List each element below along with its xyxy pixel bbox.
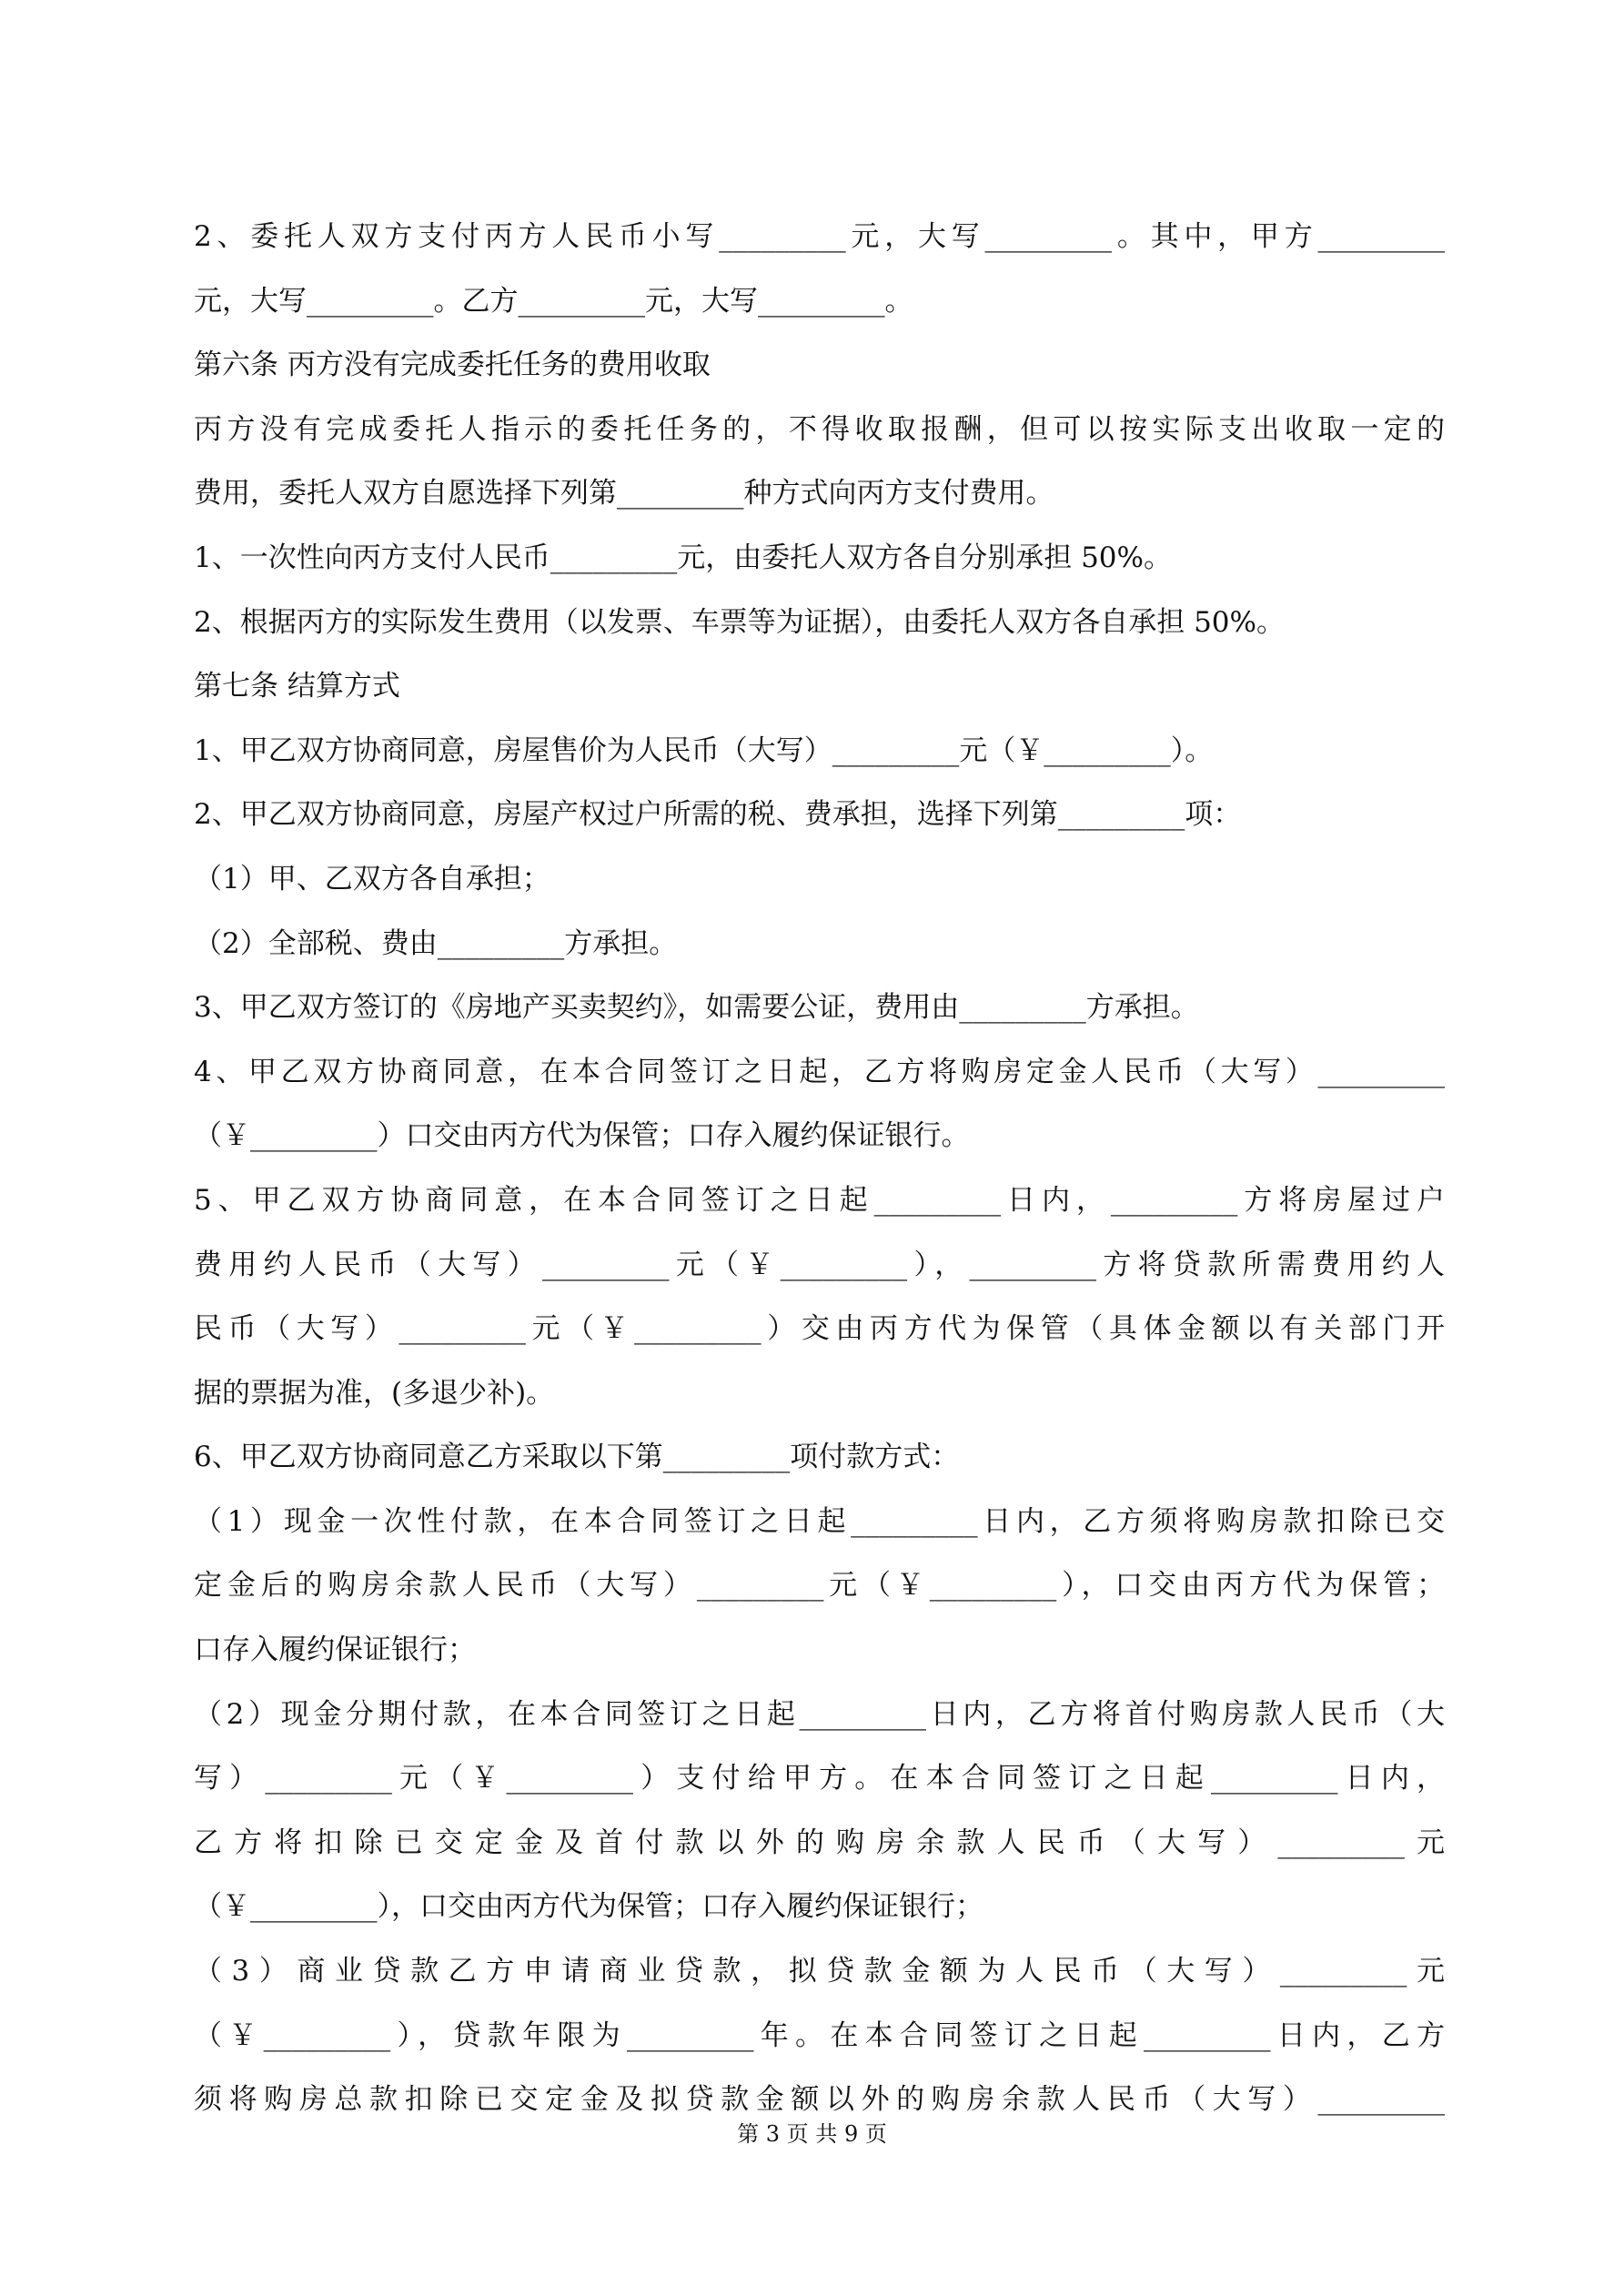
text-line: 乙方将扣除已交定金及首付款以外的购房余款人民币（大写）_________元 bbox=[194, 1826, 1445, 1859]
text-line: 2、甲乙双方协商同意，房屋产权过户所需的税、费承担，选择下列第_________项： bbox=[194, 798, 1242, 832]
text-line: 2、委托人双方支付丙方人民币小写_________元，大写_________。其中，甲方_________ bbox=[194, 220, 1445, 253]
text-line: 1、一次性向丙方支付人民币_________元，由委托人双方各自分别承担 50%。 bbox=[194, 541, 1172, 574]
text-line: 须将购房总款扣除已交定金及拟贷款金额以外的购房余款人民币（大写）_________ bbox=[194, 2083, 1445, 2117]
text-line: 定金后的购房余款人民币（大写）_________元（￥_________），口交由丙方代为保管； bbox=[194, 1569, 1445, 1603]
text-line: 费用，委托人双方自愿选择下列第_________种方式向丙方支付费用。 bbox=[194, 477, 1054, 511]
text-line: 3、甲乙双方签订的《房地产买卖契约》，如需要公证，费用由_________方承担。 bbox=[194, 991, 1199, 1025]
section-heading: 第七条 结算方式 bbox=[194, 670, 400, 703]
text-line: 写）_________元（￥_________）支付给甲方。在本合同签订之日起_________日内， bbox=[194, 1762, 1445, 1795]
text-line: （1）现金一次性付款，在本合同签订之日起_________日内，乙方须将购房款扣除已交 bbox=[194, 1504, 1445, 1538]
text-line: （￥_________），口交由丙方代为保管；口存入履约保证银行； bbox=[194, 1890, 983, 1924]
section-heading: 第六条 丙方没有完成委托任务的费用收取 bbox=[194, 349, 711, 382]
text-line: 费用约人民币（大写）_________元（￥_________），_________方将贷款所需费用约人 bbox=[194, 1248, 1445, 1281]
text-line: 2、根据丙方的实际发生费用（以发票、车票等为证据），由委托人双方各自承担 50%。 bbox=[194, 605, 1285, 639]
text-line: （1）甲、乙双方各自承担； bbox=[194, 862, 550, 895]
text-line: 元，大写_________。乙方_________元，大写_________。 bbox=[194, 284, 913, 318]
text-line: 1、甲乙双方协商同意，房屋售价为人民币（大写）_________元（￥_________）。 bbox=[194, 733, 1214, 767]
text-line: （2）全部税、费由_________方承担。 bbox=[194, 926, 678, 960]
text-line: （￥_________）口交由丙方代为保管；口存入履约保证银行。 bbox=[194, 1119, 970, 1153]
text-line: 5、甲乙双方协商同意，在本合同签订之日起_________日内，_________方将房屋过户 bbox=[194, 1183, 1445, 1217]
page-number-footer: 第 3 页 共 9 页 bbox=[737, 2121, 887, 2147]
text-line: （￥_________），贷款年限为_________年。在本合同签订之日起_________日内，乙方 bbox=[194, 2018, 1445, 2052]
text-line: 4、甲乙双方协商同意，在本合同签订之日起，乙方将购房定金人民币（大写）_________ bbox=[194, 1055, 1445, 1088]
text-line: （2）现金分期付款，在本合同签订之日起_________日内，乙方将首付购房款人民币（大 bbox=[194, 1697, 1445, 1731]
text-line: 据的票据为准，(多退少补)。 bbox=[194, 1376, 555, 1410]
text-line: 口存入履约保证银行； bbox=[194, 1633, 476, 1667]
text-line: 6、甲乙双方协商同意乙方采取以下第_________项付款方式： bbox=[194, 1441, 960, 1474]
text-line: （3）商业贷款乙方申请商业贷款，拟贷款金额为人民币（大写）_________元 bbox=[194, 1955, 1445, 1988]
text-line: 丙方没有完成委托人指示的委托任务的，不得收取报酬，但可以按实际支出收取一定的 bbox=[194, 412, 1445, 446]
text-line: 民币（大写）_________元（￥_________）交由丙方代为保管（具体金额以有关部门开 bbox=[194, 1312, 1445, 1346]
contract-body bbox=[194, 205, 1445, 2132]
